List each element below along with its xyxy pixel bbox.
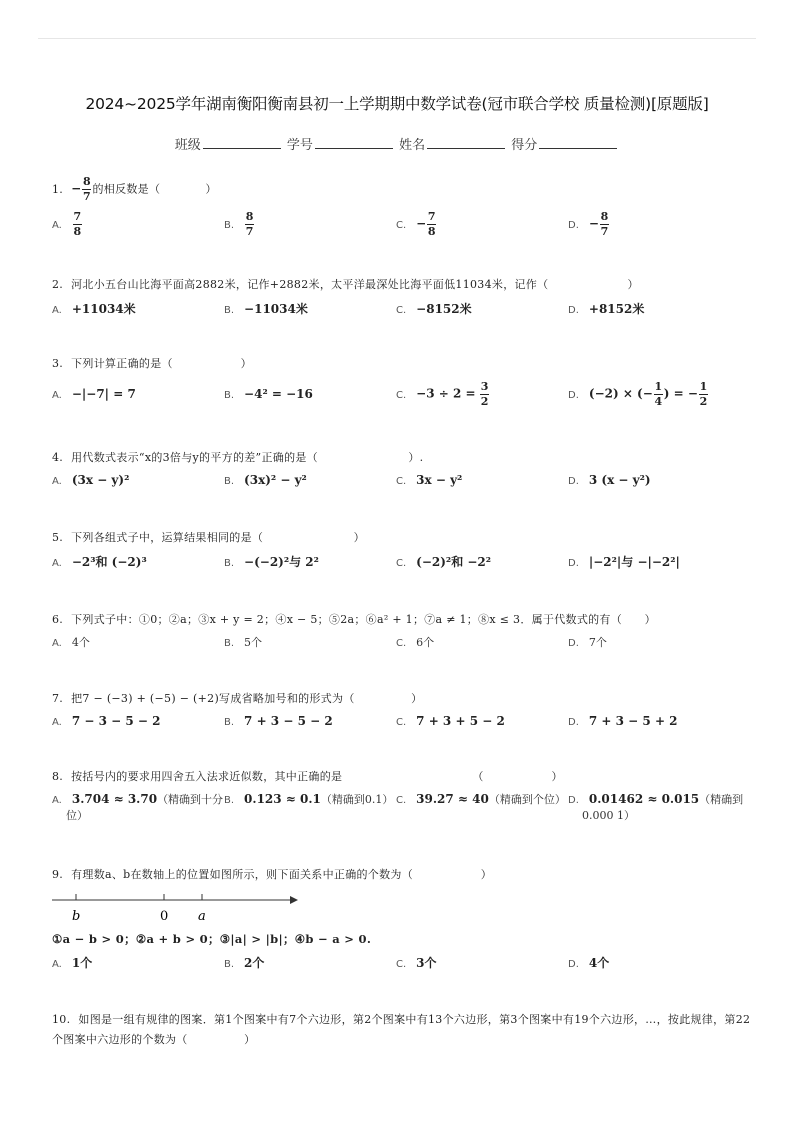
name-label: 姓名 [399, 138, 426, 153]
question-stem: 10. 如图是一组有规律的图案．第1个图案中有7个六边形，第2个图案中有13个六边形，第3个图案中有19个六边形，…，按此规律，第22个图案中六边形的个数为（ ） [52, 1013, 751, 1046]
question-stem: 2. 河北小五台山比海平面高2882米，记作+2882米，太平洋最深处比海平面低11034米，记作（ ） [52, 278, 639, 291]
question-10 [52, 1010, 754, 1050]
option-c: C. −8152米 [396, 302, 472, 316]
question-6 [52, 611, 754, 655]
option-b: B. 7 + 3 − 5 − 2 [224, 714, 333, 728]
options [52, 211, 754, 241]
option-a: A. $\frac{7}{8}$ [52, 210, 82, 238]
option-a: A. +11034米 [52, 302, 136, 316]
option-d: D. − $\frac{8}{7}$ [568, 210, 609, 238]
option-d: D. +8152米 [568, 302, 645, 316]
option-d: D. (−2) × (− $\frac{1}{4}$ ) = − $\frac{1}{2}$ [568, 380, 708, 408]
options [52, 954, 754, 974]
label-a: a [198, 909, 206, 924]
question-stem: 5. 下列各组式子中，运算结果相同的是（ ） [52, 531, 365, 544]
option-c: C. 3x − y² [396, 473, 463, 487]
question-stem: 7. 把7 − (−3) + (−5) − (+2)写成省略加号和的形式为（ ） [52, 692, 423, 705]
class-label: 班级 [174, 138, 201, 153]
student-info-row [0, 134, 794, 153]
option-c: C. 7 + 3 + 5 − 2 [396, 714, 505, 728]
option-a: A. 7 − 3 − 5 − 2 [52, 714, 161, 728]
question-stem: 1. − $\frac{8}{7}$ 的相反数是（ ） [52, 175, 217, 203]
question-3 [52, 355, 754, 411]
option-b: B. −4² = −16 [224, 387, 313, 401]
id-label: 学号 [286, 138, 313, 153]
options [52, 300, 754, 320]
option-b: B. 0.123 ≈ 0.1（精确到0.1） [224, 792, 394, 806]
option-a: A. 4个 [52, 636, 90, 649]
option-d: D. 7个 [568, 636, 607, 649]
question-stem: 8. 按括号内的要求用四舍五入法求近似数，其中正确的是 （ ） [52, 770, 563, 783]
option-b: B. 2个 [224, 956, 265, 970]
name-blank [427, 136, 505, 149]
options [52, 381, 754, 411]
question-stem: 6. 下列式子中：①0；②a；③x + y = 2；④x − 5；⑤2a；⑥a² + 1；⑦a ≠ 1；⑧x ≤ 3．属于代数式的有（ ） [52, 613, 656, 626]
options [52, 714, 754, 734]
number-line-figure [52, 890, 754, 930]
id-blank [315, 136, 393, 149]
option-c: C. (−2)²和 −2² [396, 555, 492, 569]
option-b: B. −(−2)²与 2² [224, 555, 319, 569]
option-a: A. 1个 [52, 956, 93, 970]
question-7 [52, 690, 754, 734]
option-c: C. 3个 [396, 956, 437, 970]
option-d: D. 7 + 3 − 5 + 2 [568, 714, 678, 728]
label-zero: 0 [160, 909, 169, 924]
option-b: B. (3x)² − y² [224, 473, 307, 487]
options [52, 635, 754, 655]
option-c: C. −3 ÷ 2 = $\frac{3}{2}$ [396, 380, 489, 408]
question-9 [52, 866, 754, 974]
option-c: C. 39.27 ≈ 40（精确到个位） [396, 792, 566, 806]
option-d: D. 4个 [568, 956, 610, 970]
options [52, 553, 754, 573]
options [52, 792, 754, 828]
option-c: C. − $\frac{7}{8}$ [396, 210, 436, 238]
question-4 [52, 449, 754, 493]
score-blank [539, 136, 617, 149]
option-d: D. 0.01462 ≈ 0.015（精确到 0.000 1） [568, 792, 744, 822]
class-blank [203, 136, 281, 149]
question-stem: 3. 下列计算正确的是（ ） [52, 357, 252, 370]
relations-list: ①a − b > 0；②a + b > 0；③|a| > |b|；④b − a > 0. [52, 932, 372, 946]
question-1 [52, 176, 754, 241]
option-a: A. (3x − y)² [52, 473, 130, 487]
option-d: D. 3 (x − y²) [568, 473, 651, 487]
option-d: D. |−2²|与 −|−2²| [568, 555, 680, 569]
label-b: b [72, 909, 81, 924]
page-title: 2024~2025学年湖南衡阳衡南县初一上学期期中数学试卷(冠市联合学校 质量检测)[原题版] [85, 95, 709, 113]
question-2 [52, 276, 754, 320]
question-stem: 9. 有理数a、b在数轴上的位置如图所示，则下面关系中正确的个数为（ ） [52, 868, 493, 881]
option-b: B. 5个 [224, 636, 263, 649]
fraction: $\frac{8}{7}$ [82, 175, 91, 203]
option-a: A. −2³和 (−2)³ [52, 555, 147, 569]
question-8 [52, 768, 754, 828]
option-b: B. $\frac{8}{7}$ [224, 210, 254, 238]
question-5 [52, 529, 754, 573]
top-divider [38, 38, 756, 39]
options [52, 473, 754, 493]
option-b: B. −11034米 [224, 302, 308, 316]
number-line [52, 890, 302, 930]
option-a: A. 3.704 ≈ 3.70（精确到十分 位） [52, 792, 224, 822]
axis-arrow [290, 896, 298, 904]
question-stem: 4. 用代数式表示“x的3倍与y的平方的差”正确的是（ ）. [52, 451, 424, 464]
option-a: A. −|−7| = 7 [52, 387, 136, 401]
score-label: 得分 [511, 138, 538, 153]
option-c: C. 6个 [396, 636, 435, 649]
